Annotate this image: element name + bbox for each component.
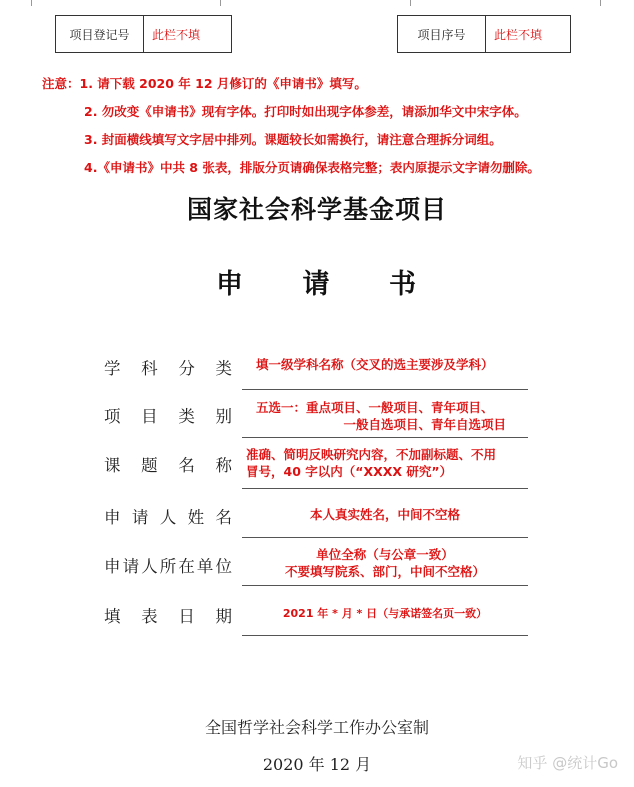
notice-line: 2. 勿改变《申请书》现有字体。打印时如出现字体参差，请添加华文中宋字体。 — [84, 104, 527, 119]
notice-line: 注意：1. 请下载 2020 年 12 月修订的《申请书》填写。 — [42, 76, 367, 91]
project-sequence-label: 项目序号 — [398, 16, 486, 52]
field-label-project-type: 项 目 类 别 — [104, 407, 232, 426]
field-underline — [242, 537, 528, 538]
field-underline — [242, 585, 528, 586]
notice-line: 4.《申请书》中共 8 张表，排版分页请确保表格完整；表内原提示文字请勿删除。 — [84, 160, 540, 175]
issuing-office: 全国哲学社会科学工作办公室制 — [204, 718, 429, 737]
subtitle-char: 请 — [302, 269, 330, 300]
field-label-fill-date: 填 表 日 期 — [104, 607, 232, 626]
field-label-applicant-name: 申 请 人 姓 名 — [104, 508, 232, 527]
edge-mark — [600, 0, 601, 6]
registration-number-value: 此栏不填 — [152, 27, 201, 42]
field-value-discipline[interactable]: 填一级学科名称（交叉的选主要涉及学科） — [256, 357, 494, 372]
field-label-discipline: 学 科 分 类 — [104, 359, 232, 378]
field-value-fill-date[interactable]: 2021 年 * 月 * 日（与承诺签名页一致） — [282, 607, 488, 620]
page-top-edge — [0, 0, 634, 6]
issue-date: 2020 年 12 月 — [262, 755, 372, 774]
field-underline — [242, 488, 528, 489]
registration-number-label: 项目登记号 — [56, 16, 144, 52]
field-value-applicant-unit[interactable]: 单位全称（与公章一致） 不要填写院系、部门，中间不空格） — [284, 547, 485, 579]
project-sequence-value: 此栏不填 — [494, 27, 543, 42]
notice-line: 3. 封面横线填写文字居中排列。课题较长如需换行，请注意合理拆分词组。 — [84, 132, 502, 147]
field-label-topic-name: 课 题 名 称 — [104, 456, 232, 475]
field-value-topic-name[interactable]: 准确、简明反映研究内容，不加副标题、不用 冒号，40 字以内（“XXXX 研究”） — [246, 447, 497, 479]
field-value-project-type[interactable]: 五选一：重点项目、一般项目、青年项目、 一般自选项目、青年自选项目 — [256, 400, 506, 432]
registration-number-box — [55, 15, 232, 53]
field-underline — [242, 635, 528, 636]
field-underline — [242, 437, 528, 438]
document-title: 国家社会科学基金项目 — [186, 195, 447, 224]
subtitle-char: 申 — [216, 269, 243, 300]
field-label-applicant-unit: 申 请 人 所 在 单 位 — [104, 557, 232, 576]
subtitle-char: 书 — [389, 269, 416, 300]
field-value-applicant-name[interactable]: 本人真实姓名，中间不空格 — [309, 507, 460, 522]
project-sequence-box — [397, 15, 571, 53]
document-subtitle — [216, 262, 416, 301]
edge-mark — [220, 0, 221, 6]
edge-mark — [31, 0, 32, 6]
edge-mark — [410, 0, 411, 6]
field-underline — [242, 389, 528, 390]
watermark: 知乎 @统计Go — [517, 754, 618, 772]
